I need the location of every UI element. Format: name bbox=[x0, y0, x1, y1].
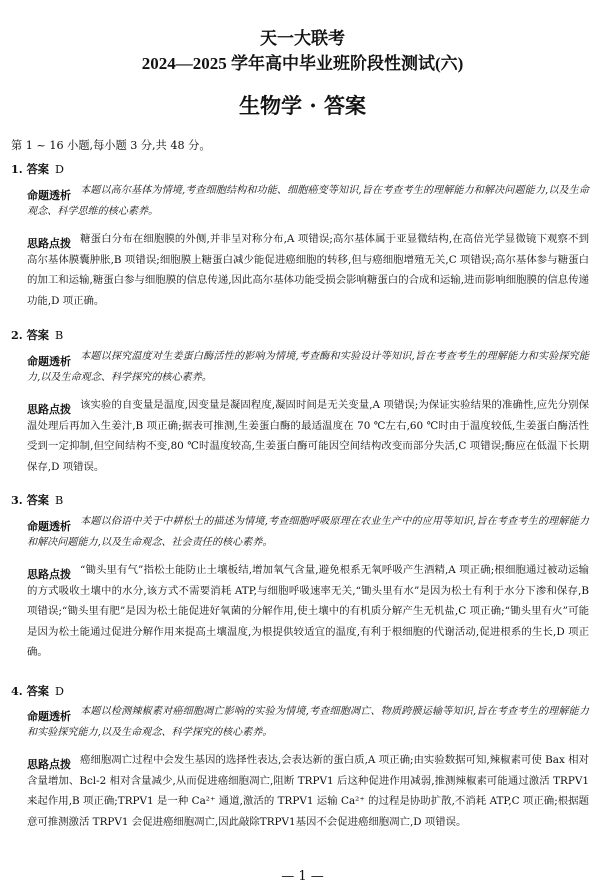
q3-hint-label: 思路点拨 bbox=[27, 568, 71, 581]
q1-hint-text: 糖蛋白分布在细胞膜的外侧,并非呈对称分布,A 项错误;高尔基体属于亚显微结构,在高倍光学显微镜下观察不到高尔基体膜囊肿胀,B 项错误;细胞膜上糖蛋白减少能促进癌细胞的转移,但与癌细胞增殖无关,C 项错误;高尔基体参与糖蛋白的加工和运输,糖蛋白参与细胞膜的信息传递,因此高尔基体功能受损会影响糖蛋白的合成和运输,进而影响细胞膜的信息传递功能,D 项正确。 bbox=[27, 233, 589, 307]
q3-hint-text: “锄头里有气”指松土能防止土壤板结,增加氧气含量,避免根系无氧呼吸产生酒精,A 项正确;根细胞通过被动运输的方式吸收土壤中的水分,该方式不需要消耗 ATP,与细胞呼吸速率无关,“锄头里有水”是因为松土有利于水分下渗和保存,B 项错误;“锄头里有肥”是因为松土能促进好氧菌的分解作用,使土壤中的有机质分解产生无机盐,C 项正确;“锄头里有火”可能是因为松土能通过促进分解作用来提高土壤温度,为根提供较适宜的温度,有利于根细胞的代谢活动,促进根系的生长,D 项正确。 bbox=[27, 564, 589, 659]
q3-number: 3. 答案 bbox=[11, 493, 49, 507]
q2-hint-label: 思路点拨 bbox=[27, 403, 71, 416]
q4-analysis bbox=[27, 702, 589, 743]
q1-number: 1. 答案 bbox=[11, 162, 49, 176]
q1-hint bbox=[27, 229, 589, 311]
q3-answer: B bbox=[54, 494, 64, 507]
q4-analysis-label: 命题透析 bbox=[27, 710, 71, 723]
q1-answer: D bbox=[54, 163, 64, 176]
q2-analysis-text: 本题以探究温度对生姜蛋白酶活性的影响为情境,考查酶和实验设计等知识,旨在考查考生的理解能力和实验探究能力,以及生命观念、科学探究的核心素养。 bbox=[27, 351, 589, 383]
q4-answer: D bbox=[54, 685, 64, 698]
section-intro: 第 1 ~ 16 小题,每小题 3 分,共 48 分。 bbox=[11, 139, 211, 152]
q2-analysis bbox=[27, 347, 589, 388]
header-subject: 生物学 · 答案 bbox=[239, 93, 366, 118]
q3-hint bbox=[27, 560, 589, 663]
header-exam-title: 2024—2025 学年高中毕业班阶段性测试(六) bbox=[141, 54, 464, 73]
q1-analysis-label: 命题透析 bbox=[27, 189, 71, 202]
q3-answer-line bbox=[11, 492, 63, 508]
q4-analysis-text: 本题以检测辣椒素对癌细胞凋亡影响的实验为情境,考查细胞凋亡、物质跨膜运输等知识,旨在考查考生的理解能力和实验探究能力,以及生命观念、科学探究的核心素养。 bbox=[27, 706, 589, 738]
q4-hint-text: 癌细胞凋亡过程中会发生基因的选择性表达,会表达新的蛋白质,A 项正确;由实验数据可知,辣椒素可使 Bax 相对含量增加、Bcl-2 相对含量减少,从而促进癌细胞凋亡,阻断 TRPV1 后这种促进作用减弱,推测辣椒素可能通过激活 TRPV1 来起作用,B 项正确;TRPV1 是一种 Ca²⁺ 通道,激活的 TRPV1 运输 Ca²⁺ 的过程是协助扩散,不消耗 ATP,C 项正确;根据题意可推测激活 TRPV1 会促进癌细胞凋亡,因此敲除TRPV1基因不会促进癌细胞凋亡,D 项错误。 bbox=[27, 754, 589, 828]
q2-hint bbox=[27, 395, 589, 477]
q3-analysis bbox=[27, 512, 589, 553]
q2-hint-text: 该实验的自变量是温度,因变量是凝固程度,凝固时间是无关变量,A 项错误;为保证实验结果的准确性,应先分别保温处理后再加入生姜汁,B 项正确;据表可推测,生姜蛋白酶的最适温度在 70 ℃左右,60 ℃时由于温度较低,生姜蛋白酶活性受到一定抑制,但空间结构不变,80 ℃时温度较高,生姜蛋白酶可能因空间结构改变而部分失活,C 项错误;酶应在低温下长期保存,D 项错误。 bbox=[27, 399, 589, 473]
q4-hint-label: 思路点拨 bbox=[27, 758, 71, 771]
q4-answer-line bbox=[11, 683, 64, 699]
q4-number: 4. 答案 bbox=[11, 684, 49, 698]
q1-analysis bbox=[27, 181, 589, 222]
q2-analysis-label: 命题透析 bbox=[27, 355, 71, 368]
q4-hint bbox=[27, 750, 589, 832]
q2-answer: B bbox=[54, 329, 64, 342]
q2-answer-line bbox=[11, 327, 63, 343]
q3-analysis-label: 命题透析 bbox=[27, 520, 71, 533]
page-number: — 1 — bbox=[281, 869, 324, 884]
q1-hint-label: 思路点拨 bbox=[27, 237, 71, 250]
q3-analysis-text: 本题以俗语中关于中耕松土的描述为情境,考查细胞呼吸原理在农业生产中的应用等知识,旨在考查考生的理解能力和解决问题能力,以及生命观念、社会责任的核心素养。 bbox=[27, 516, 589, 548]
q1-answer-line bbox=[11, 161, 64, 177]
q2-number: 2. 答案 bbox=[11, 328, 49, 342]
q1-analysis-text: 本题以高尔基体为情境,考查细胞结构和功能、细胞癌变等知识,旨在考查考生的理解能力和解决问题能力,以及生命观念、科学思维的核心素养。 bbox=[27, 185, 589, 217]
header-org: 天一大联考 bbox=[260, 29, 345, 49]
